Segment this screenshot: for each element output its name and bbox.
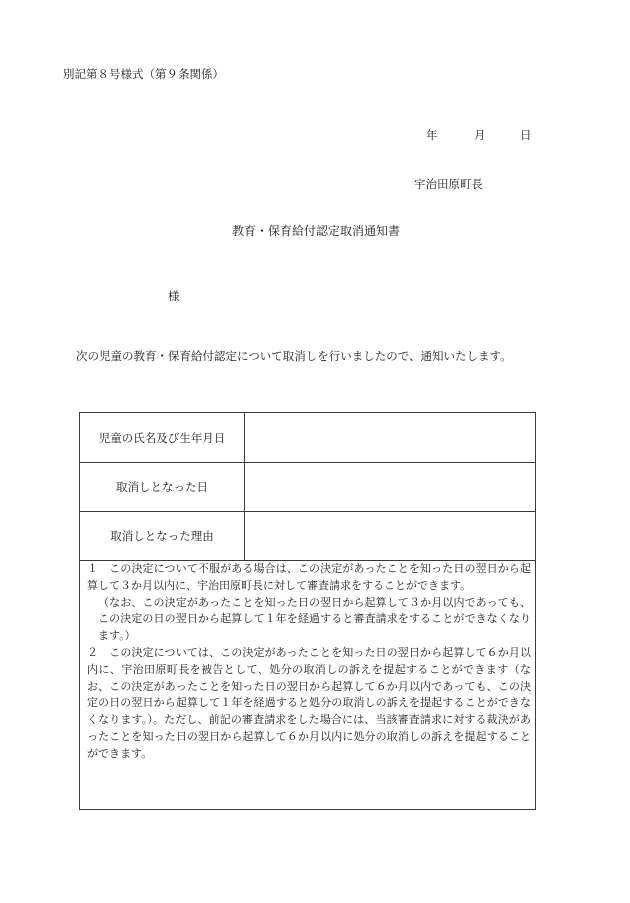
child-name-birthdate-field[interactable] — [245, 413, 535, 462]
notice-body-text: 次の児童の教育・保育給付認定について取消しを行いましたので、通知いたします。 — [76, 349, 512, 363]
date-month-label: 月 — [474, 128, 486, 142]
issuer-name: 宇治田原町長 — [414, 177, 483, 191]
appeal-note-1: １ この決定について不服がある場合は、この決定があったことを知った日の翌日から起算して３か月以内に、宇治田原町長に対して審査請求をすることができます。 — [87, 562, 531, 592]
date-line — [426, 127, 536, 143]
child-name-birthdate-label: 児童の氏名及び生年月日 — [80, 413, 245, 462]
table-row — [80, 462, 535, 512]
table-row — [80, 511, 535, 561]
cancellation-date-label: 取消しとなった日 — [80, 462, 245, 511]
table-row — [80, 413, 535, 463]
appeal-note-2: ２ この決定については、この決定があったことを知った日の翌日から起算して６か月以内に、宇治田原町長を被告として、処分の取消しの訴えを提起することができます（なお、この決定があったことを知った日の翌日から起算して６か月以内であっても、この決定の日の翌日から起算して１年を経過すると処分の取消しの訴えを提起することができなくなります。）。ただし、前記の審査請求をした場合には、当該審査請求に対する裁決があったことを知った日の翌日から起算して６か月以内に処分の取消しの訴えを提起することができます。 — [87, 645, 531, 760]
cancellation-reason-field[interactable] — [245, 511, 535, 560]
recipient-honorific: 様 — [168, 289, 180, 303]
appeal-notes — [87, 561, 531, 763]
form-number-label: 別記第８号様式（第９条関係） — [63, 67, 224, 81]
document-title: 教育・保育給付認定取消通知書 — [232, 224, 401, 238]
date-year-label: 年 — [426, 128, 438, 142]
cancellation-details-table — [79, 412, 536, 810]
cancellation-reason-label: 取消しとなった理由 — [80, 511, 245, 560]
cancellation-date-field[interactable] — [245, 462, 535, 511]
date-day-label: 日 — [520, 128, 532, 142]
appeal-note-1-supplement: （なお、この決定があったことを知った日の翌日から起算して３か月以内であっても、この決定の日の翌日から起算して１年を経過すると審査請求をすることができなくなります。） — [98, 595, 531, 643]
